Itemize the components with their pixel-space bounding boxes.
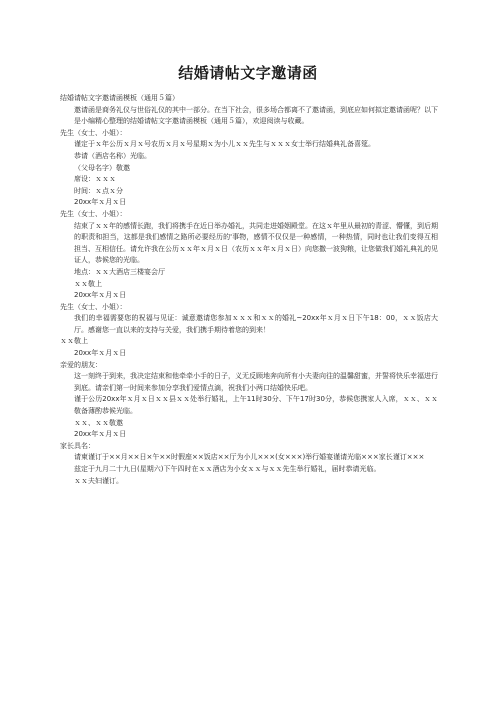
paragraph: ｘｘ、ｘｘ敬邀 bbox=[74, 418, 123, 427]
paragraph: 20xx年ｘ月ｘ日 bbox=[74, 349, 127, 358]
paragraph: 兹定于九月二十九日(星期六)下午四时在ｘｘ酒店为小女ｘｘ与ｘｘ先生举行婚礼，届时恭请光临。 bbox=[74, 465, 381, 473]
paragraph: 地点：ｘｘ大酒店三楼宴会厅 bbox=[74, 267, 165, 276]
paragraph: 谨定于ｘ年公历ｘ月ｘ号农历ｘ月ｘ号星期ｘ为小儿ｘｘ先生与ｘｘｘ女士举行结婚典礼备喜筵。 bbox=[74, 140, 375, 149]
paragraph: 20xx年ｘ月ｘ日 bbox=[74, 430, 127, 439]
paragraph: 20xx年ｘ月ｘ日 bbox=[74, 198, 127, 207]
paragraph: 亲爱的朋友： bbox=[60, 360, 102, 369]
paragraph: 20xx年ｘ月ｘ日 bbox=[74, 291, 127, 300]
paragraph: 先生（女士、小姐）： bbox=[60, 128, 127, 137]
paragraph: 先生（女士、小姐）： bbox=[60, 209, 127, 218]
paragraph: 请柬谨订于××月××日×午××时假座××饭店××厅为小儿×××(女×××)举行婚宴谨请光临×××家长谨订××× bbox=[74, 453, 425, 462]
paragraph: 家长具名： bbox=[60, 441, 95, 450]
paragraph: 邀请函是商务礼仪与世俗礼仪的其中一部分。在当下社会，很多场合都离不了邀请函，到底应如何拟定邀请函呢？以下是小编精心整理的结婚请帖文字邀请函模板（通用５篇），欢迎阅读与收藏。 bbox=[74, 105, 438, 126]
paragraph: 结束了ｘｘ年的感情长跑，我们将携手在近日举办婚礼，共同走进婚姻殿堂。在这ｘ年里从最初的青涩、懵懂，到后期的职责和担当，这都是我们感情之路所必要经历的'事物，感情不仅仅是一种感情，一种热情，同时也让我们变得互相担当、互相信任。请允许我在公历ｘｘ年ｘ月ｘ日（农历ｘｘ年ｘ月ｘ日）向您撒一波狗粮，让您做我们婚礼典礼的见证人，恭候您的光临。 bbox=[74, 221, 438, 265]
paragraph: 时间：ｘ点ｘ分 bbox=[74, 186, 123, 195]
paragraph: ｘｘ敬上 bbox=[60, 337, 88, 346]
paragraph: （父母名字）敬邀 bbox=[74, 163, 130, 172]
paragraph: 这一刻终于到来，我决定结束和他牵牵小手的日子，义无反顾地奔向所有小夫妻向往的温馨甜蜜，并誓将快乐幸福进行到底。请亲们第一时间来参加分享我们爱情点滴，祝我们小两口结婚快乐吧。 bbox=[74, 372, 438, 392]
document-body bbox=[60, 93, 438, 487]
paragraph: 恭请（酒店名称）光临。 bbox=[74, 151, 151, 160]
paragraph: 先生（女士、小姐）： bbox=[60, 302, 127, 311]
paragraph: ｘｘ夫妇谨订。 bbox=[74, 476, 123, 485]
paragraph: ｘｘ敬上 bbox=[74, 279, 102, 288]
document-title: 结婚请帖文字邀请函 bbox=[178, 64, 318, 82]
paragraph: 谨于公历20xx年ｘ月ｘ日ｘｘ县ｘｘ处举行婚礼，上午11时30分、下午17时30分，恭候您携家人入席，ｘｘ、ｘｘ敬备薄酌恭候光临。 bbox=[74, 395, 438, 416]
paragraph: 结婚请帖文字邀请函模板（通用５篇） bbox=[60, 94, 179, 102]
paragraph: 我们的幸福需要您的祝福与见证：诚意邀请您参加ｘｘｘ和ｘｘ的婚礼~20xx年ｘ月ｘ日下午18：00，ｘｘ饭店大厅。感谢您一直以来的支持与关爱，我们携手期待着您的到来！ bbox=[74, 314, 438, 334]
paragraph: 席设：ｘｘｘ bbox=[74, 175, 116, 184]
